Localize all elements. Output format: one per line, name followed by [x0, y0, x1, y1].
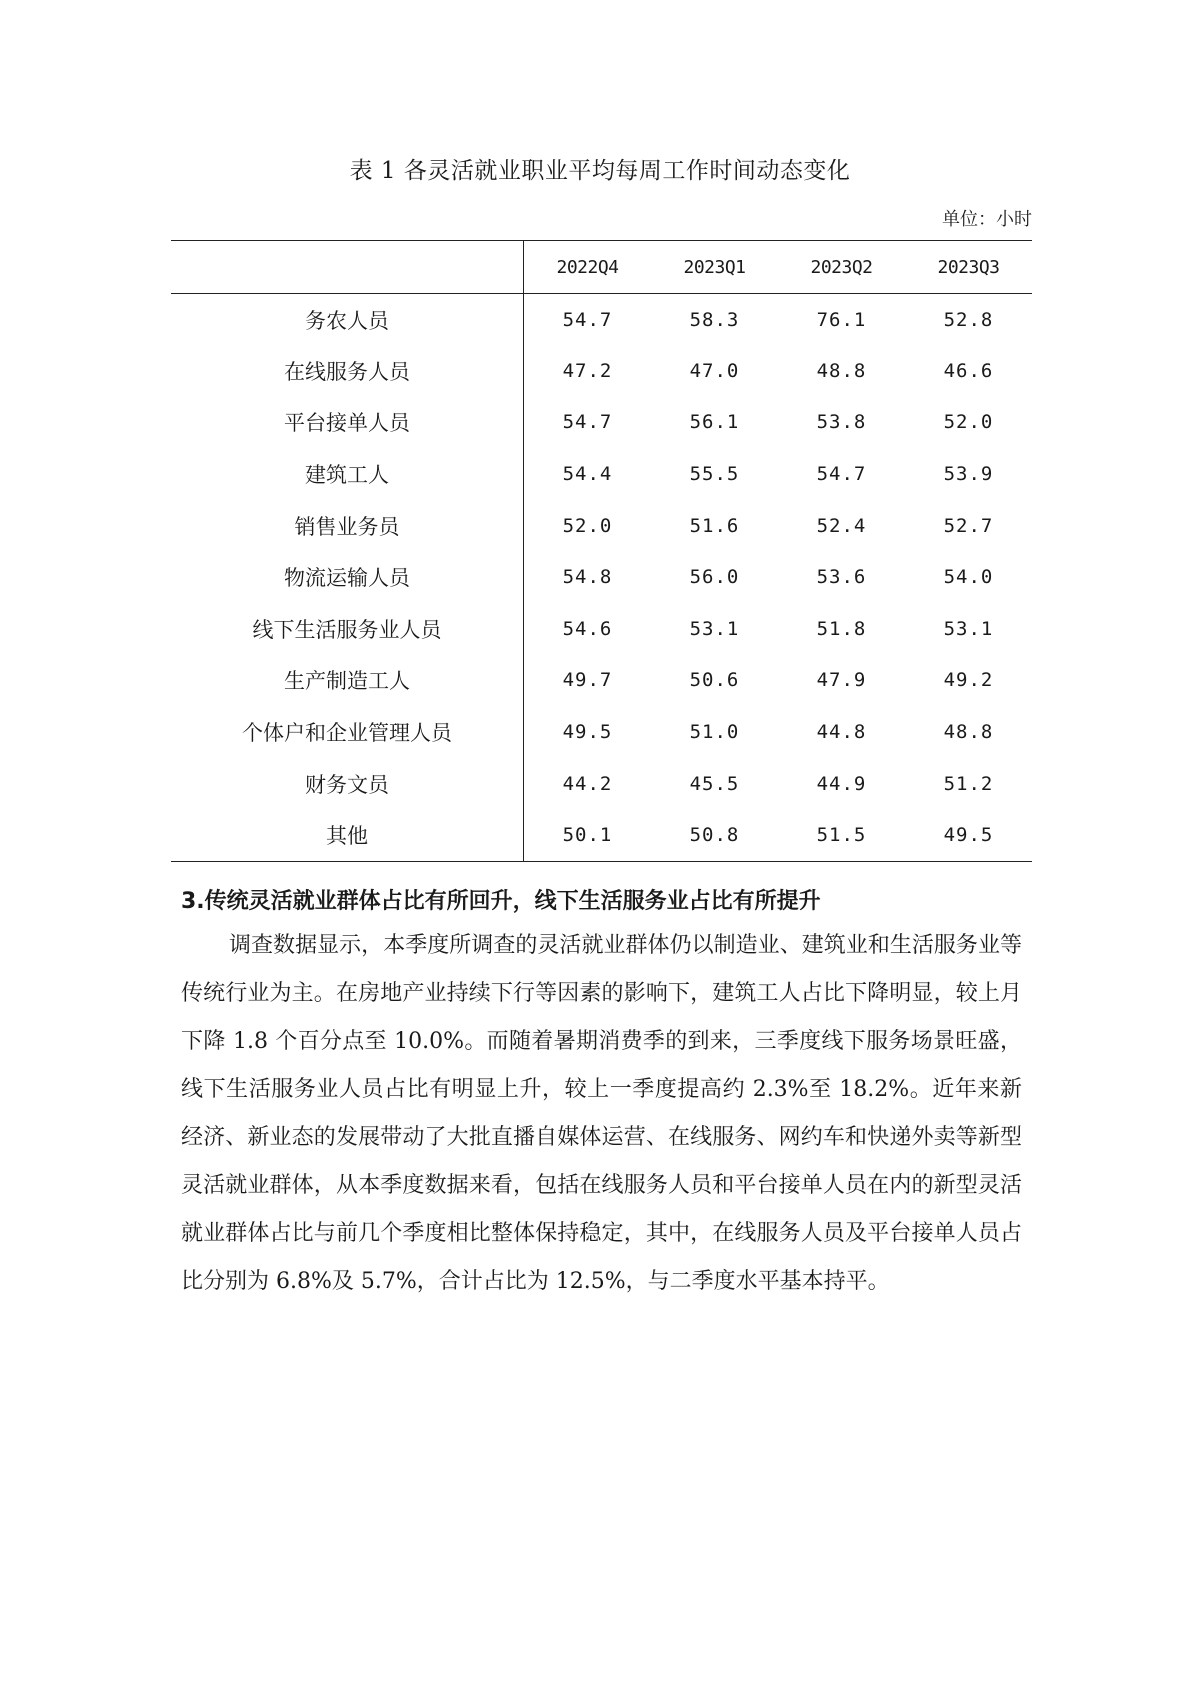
table-cell: 55.5 [689, 463, 740, 486]
table-row [171, 706, 1032, 758]
table-cell: 56.1 [689, 411, 740, 434]
table-row [171, 345, 1032, 397]
table-row [171, 397, 1032, 449]
table-cell: 52.4 [816, 514, 867, 537]
table-cell: 54.7 [816, 463, 867, 486]
table-cell: 46.6 [943, 359, 994, 382]
table-cell: 54.4 [562, 463, 613, 486]
row-label: 平台接单人员 [171, 397, 524, 449]
table-cell: 51.8 [816, 617, 867, 640]
row-label: 在线服务人员 [171, 345, 524, 397]
table-row [171, 809, 1032, 861]
work-hours-table [171, 240, 1032, 862]
table-body [171, 294, 1032, 862]
row-label: 务农人员 [171, 294, 524, 346]
table-cell: 47.9 [816, 669, 867, 692]
table-row [171, 448, 1032, 500]
row-label: 物流运输人员 [171, 551, 524, 603]
table-cell: 53.6 [816, 566, 867, 589]
table-cell: 52.0 [943, 411, 994, 434]
table-cell: 53.1 [689, 617, 740, 640]
table-row [171, 551, 1032, 603]
table-cell: 54.6 [562, 617, 613, 640]
header-corner [171, 241, 524, 294]
table-cell: 53.1 [943, 617, 994, 640]
table-cell: 54.7 [562, 411, 613, 434]
table-cell: 50.1 [562, 823, 613, 846]
table-cell: 49.2 [943, 669, 994, 692]
table-cell: 44.2 [562, 772, 613, 795]
table-cell: 45.5 [689, 772, 740, 795]
table-cell: 44.8 [816, 721, 867, 744]
table-cell: 52.7 [943, 514, 994, 537]
header-col: 2023Q3 [937, 256, 1000, 278]
table-cell: 58.3 [689, 308, 740, 331]
table-cell: 52.0 [562, 514, 613, 537]
table-cell: 51.5 [816, 823, 867, 846]
table-cell: 51.2 [943, 772, 994, 795]
table-cell: 50.8 [689, 823, 740, 846]
table-cell: 47.0 [689, 359, 740, 382]
table-cell: 49.7 [562, 669, 613, 692]
table-cell: 54.8 [562, 566, 613, 589]
table-cell: 52.8 [943, 308, 994, 331]
table-cell: 56.0 [689, 566, 740, 589]
row-label: 建筑工人 [171, 448, 524, 500]
section-heading: 3.传统灵活就业群体占比有所回升，线下生活服务业占比有所提升 [181, 889, 821, 914]
table-cell: 48.8 [943, 721, 994, 744]
table-cell: 49.5 [943, 823, 994, 846]
row-label: 其他 [171, 809, 524, 861]
header-col: 2023Q1 [683, 256, 746, 278]
table-cell: 47.2 [562, 359, 613, 382]
table-header [171, 241, 1032, 294]
table-title: 表 1 各灵活就业职业平均每周工作时间动态变化 [349, 158, 851, 184]
table-cell: 76.1 [816, 308, 867, 331]
table-cell: 50.6 [689, 669, 740, 692]
unit-label: 单位：小时 [942, 209, 1032, 230]
header-col: 2023Q2 [810, 256, 873, 278]
body-paragraph: 调查数据显示，本季度所调查的灵活就业群体仍以制造业、建筑业和生活服务业等传统行业为主。在房地产业持续下行等因素的影响下，建筑工人占比下降明显，较上月下降 1.8 个百分点至 10.0%。而随着暑期消费季的到来，三季度线下服务场景旺盛，线下生活服务业人员占比有明显上升，较上一季度提高约 2.3%至 18.2%。近年来新经济、新业态的发展带动了大批直播自媒体运营、在线服务、网约车和快递外卖等新型灵活就业群体，从本季度数据来看，包括在线服务人员和平台接单人员在内的新型灵活就业群体占比与前几个季度相比整体保持稳定，其中，在线服务人员及平台接单人员占比分别为 6.8%及 5.7%，合计占比为 12.5%，与二季度水平基本持平。 [181, 933, 1022, 1294]
table-row [171, 603, 1032, 655]
table-cell: 54.7 [562, 308, 613, 331]
table-row [171, 294, 1032, 346]
table-row [171, 758, 1032, 810]
row-label: 个体户和企业管理人员 [171, 706, 524, 758]
header-row [171, 241, 1032, 294]
table-cell: 48.8 [816, 359, 867, 382]
table-cell: 54.0 [943, 566, 994, 589]
row-label: 财务文员 [171, 758, 524, 810]
table-row [171, 655, 1032, 707]
table-row [171, 500, 1032, 552]
table-cell: 44.9 [816, 772, 867, 795]
row-label: 销售业务员 [171, 500, 524, 552]
table-cell: 51.6 [689, 514, 740, 537]
table-cell: 51.0 [689, 721, 740, 744]
header-col: 2022Q4 [556, 256, 619, 278]
table-cell: 49.5 [562, 721, 613, 744]
row-label: 生产制造工人 [171, 655, 524, 707]
table-cell: 53.9 [943, 463, 994, 486]
table-cell: 53.8 [816, 411, 867, 434]
row-label: 线下生活服务业人员 [171, 603, 524, 655]
